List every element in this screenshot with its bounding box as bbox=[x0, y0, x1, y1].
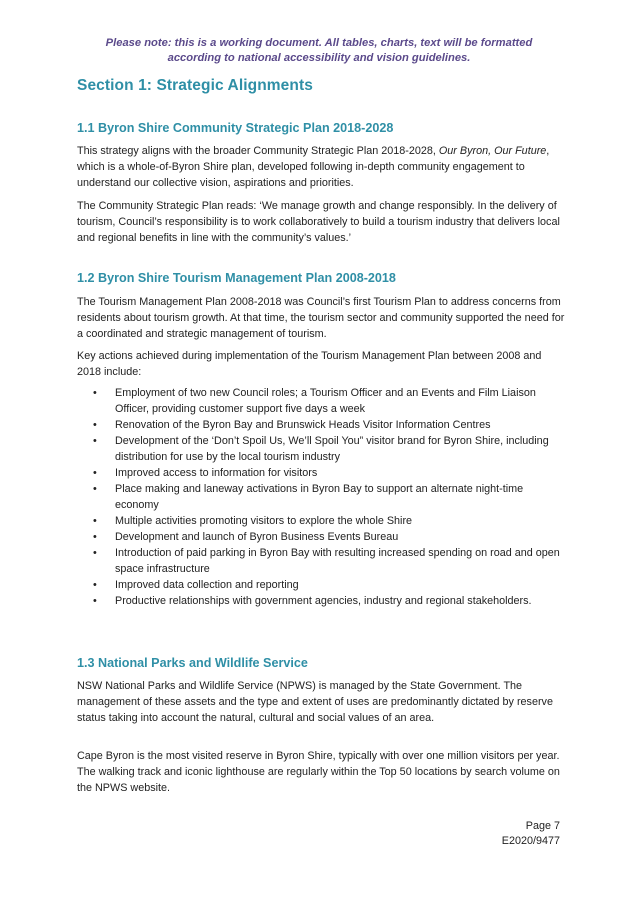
plan-name-italic: Our Byron, Our Future bbox=[438, 145, 547, 157]
key-actions-list bbox=[77, 385, 567, 609]
paragraph-1-3-a: NSW National Parks and Wildlife Service (NPWS) is managed by the State Government. The management of these assets and the type and extent of uses are predominantly dictated by reserve status taking into account the natural, cultural and social values of an area. bbox=[77, 680, 553, 724]
working-document-note bbox=[60, 36, 578, 66]
note-line-2: according to national accessibility and vision guidelines. bbox=[167, 52, 471, 64]
list-item: • Improved access to information for visitors bbox=[77, 465, 567, 481]
paragraph-1-1-b: The Community Strategic Plan reads: ‘We manage growth and change responsibly. In the delivery of tourism, Council’s responsibility is to work collaboratively to build a tourism industry that delivers local and regional benefits in line with the community’s values.’ bbox=[77, 200, 560, 244]
section-title: Section 1: Strategic Alignments bbox=[77, 77, 313, 94]
paragraph-text: , which is a whole-of-Byron Shire plan, developed following in-depth community engagement to understand our collective vision, aspirations and priorities. bbox=[77, 145, 550, 189]
page-number: Page 7 bbox=[525, 820, 560, 832]
list-item: • Improved data collection and reporting bbox=[77, 577, 567, 593]
list-item: • Place making and laneway activations in Byron Bay to support an alternate night-time economy bbox=[77, 481, 567, 513]
heading-1-3: 1.3 National Parks and Wildlife Service bbox=[77, 656, 308, 670]
list-item: • Introduction of paid parking in Byron Bay with resulting increased spending on road and open space infrastructure bbox=[77, 545, 567, 577]
list-item: • Productive relationships with government agencies, industry and regional stakeholders. bbox=[77, 593, 567, 609]
heading-1-1: 1.1 Byron Shire Community Strategic Plan 2018-2028 bbox=[77, 121, 394, 135]
paragraph-text: This strategy aligns with the broader Community Strategic Plan 2018-2028, bbox=[77, 145, 439, 157]
document-reference: E2020/9477 bbox=[501, 835, 560, 847]
list-item: • Development of the ‘Don’t Spoil Us, We’ll Spoil You” visitor brand for Byron Shire, including distribution for use by the local tourism industry bbox=[77, 433, 567, 465]
page-footer bbox=[502, 819, 560, 849]
list-item: • Multiple activities promoting visitors to explore the whole Shire bbox=[77, 513, 567, 529]
paragraph-1-2-b: Key actions achieved during implementation of the Tourism Management Plan between 2008 and 2018 include: bbox=[77, 350, 542, 378]
paragraph-1-2-a: The Tourism Management Plan 2008-2018 was Council’s first Tourism Plan to address concerns from residents about tourism growth. At that time, the tourism sector and community supported the need for a coordinated and strategic management of tourism. bbox=[77, 296, 565, 340]
paragraph-1-3-b: Cape Byron is the most visited reserve in Byron Shire, typically with over one million visitors per year. The walking track and iconic lighthouse are regularly within the Top 50 locations by search volume on the NPWS website. bbox=[77, 750, 560, 794]
list-item: • Development and launch of Byron Business Events Bureau bbox=[77, 529, 567, 545]
list-item: • Employment of two new Council roles; a Tourism Officer and an Events and Film Liaison Officer, providing customer support five days a week bbox=[77, 385, 567, 417]
list-item: • Renovation of the Byron Bay and Brunswick Heads Visitor Information Centres bbox=[77, 417, 567, 433]
note-line-1: Please note: this is a working document. All tables, charts, text will be formatted bbox=[105, 37, 533, 49]
paragraph-1-1-a bbox=[77, 143, 567, 191]
heading-1-2: 1.2 Byron Shire Tourism Management Plan 2008-2018 bbox=[77, 271, 396, 285]
